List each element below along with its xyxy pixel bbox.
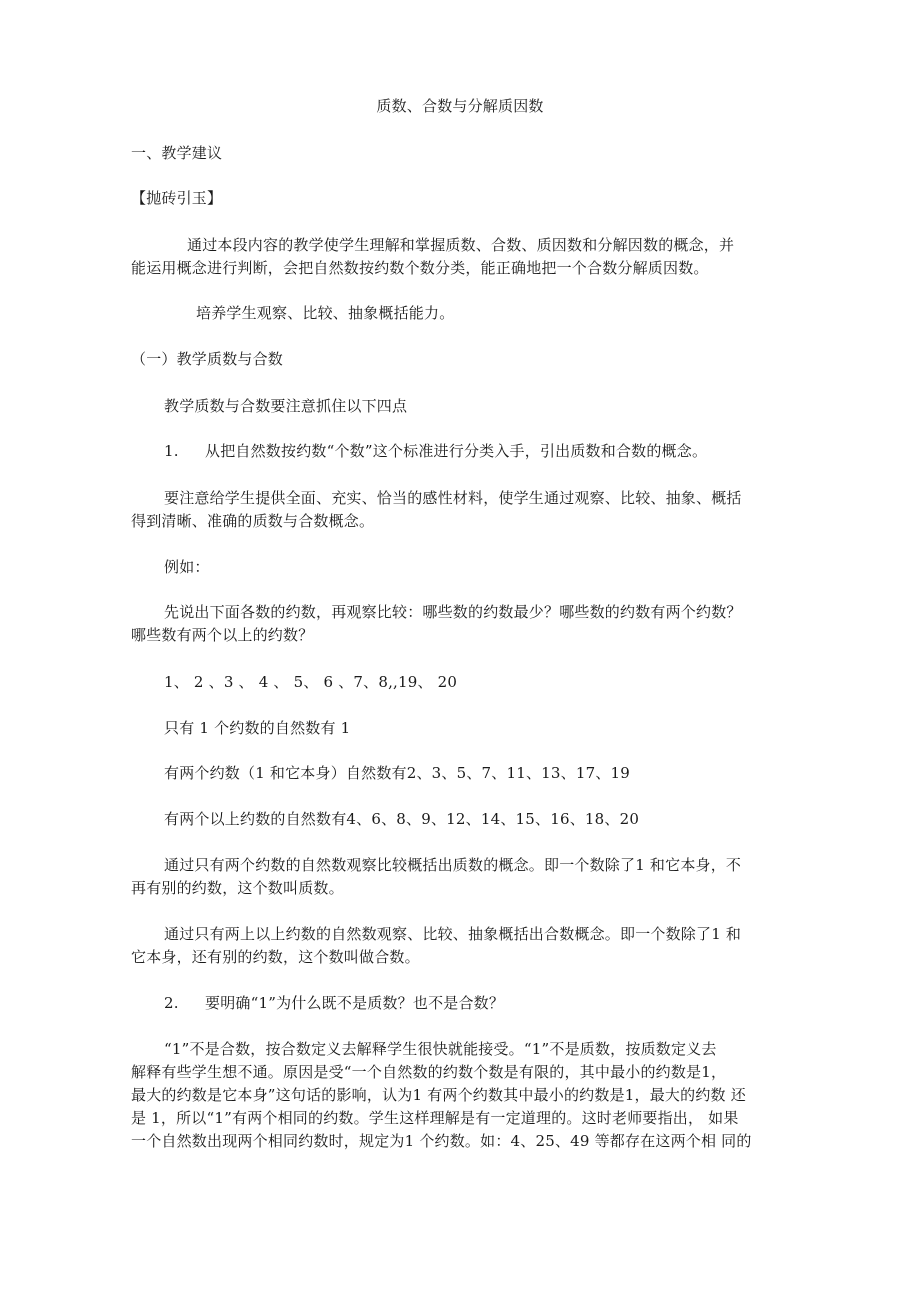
composite-definition-line-1: 通过只有两上以上约数的自然数观察、比较、抽象概括出合数概念。即一个数除了1 和 xyxy=(164,925,742,943)
document-title: 质数、合数与分解质因数 xyxy=(376,97,544,115)
one-explanation-line-1: “1”不是合数，按合数定义去解释学生很快就能接受。“1”不是质数，按质数定义去 xyxy=(164,1040,717,1058)
section-heading-teaching-suggestions: 一、教学建议 xyxy=(131,144,223,162)
prime-definition-line-1: 通过只有两个约数的自然数观察比较概括出质数的概念。即一个数除了1 和它本身，不 xyxy=(164,856,742,874)
intro-paragraph-line-2: 能运用概念进行判断，会把自然数按约数个数分类，能正确地把一个合数分解质因数。 xyxy=(131,259,709,277)
result-two-divisors: 有两个约数（1 和它本身）自然数有2、3、5、7、11、13、17、19 xyxy=(164,764,631,782)
prime-definition-line-2: 再有别的约数，这个数叫质数。 xyxy=(131,879,344,897)
one-explanation-line-2: 解释有些学生想不通。原因是受“一个自然数的约数个数是有限的，其中最小的约数是1， xyxy=(131,1063,727,1081)
result-one-divisor: 只有 1 个约数的自然数有 1 xyxy=(164,719,351,737)
point-2-text: 要明确“1”为什么既不是质数？也不是合数？ xyxy=(205,994,505,1012)
point-1-paragraph-line-1: 要注意给学生提供全面、充实、恰当的感性材料，使学生通过观察、比较、抽象、概括 xyxy=(164,489,742,507)
intro-paragraph-2: 培养学生观察、比较、抽象概括能力。 xyxy=(196,304,455,322)
part-1-heading: （一）教学质数与合数 xyxy=(131,350,284,368)
point-1-paragraph-line-2: 得到清晰、准确的质数与合数概念。 xyxy=(131,512,375,530)
point-2-number: 2. xyxy=(164,994,179,1012)
intro-paragraph-line-1: 通过本段内容的教学使学生理解和掌握质数、合数、质因数和分解因数的概念，并 xyxy=(187,236,735,254)
result-more-divisors: 有两个以上约数的自然数有4、6、8、9、12、14、15、16、18、20 xyxy=(164,810,640,828)
one-explanation-line-3: 最大的约数是它本身”这句话的影响，认为1 有两个约数其中最小的约数是1，最大的约数 还 xyxy=(131,1086,746,1104)
point-1-text: 从把自然数按约数“个数”这个标准进行分类入手，引出质数和合数的概念。 xyxy=(205,442,708,460)
example-question-line-2: 哪些数有两个以上的约数？ xyxy=(131,626,314,644)
example-number-list: 1、 2 、3 、 4 、 5、 6 、7、8,,19、 20 xyxy=(164,673,458,691)
one-explanation-line-5: 一个自然数出现两个相同约数时，规定为1 个约数。如：4、25、49 等都存在这两个相 同的 xyxy=(131,1132,752,1150)
subsection-heading-intro: 【抛砖引玉】 xyxy=(131,189,223,207)
point-1-number: 1. xyxy=(164,442,179,460)
example-label: 例如： xyxy=(164,558,210,576)
composite-definition-line-2: 它本身，还有别的约数，这个数叫做合数。 xyxy=(131,948,420,966)
example-question-line-1: 先说出下面各数的约数，再观察比较：哪些数的约数最少？哪些数的约数有两个约数？ xyxy=(164,603,742,621)
part-1-lead: 教学质数与合数要注意抓住以下四点 xyxy=(164,397,408,415)
one-explanation-line-4: 是 1，所以“1”有两个相同的约数。学生这样理解是有一定道理的。这时老师要指出， 如果 xyxy=(131,1109,739,1127)
